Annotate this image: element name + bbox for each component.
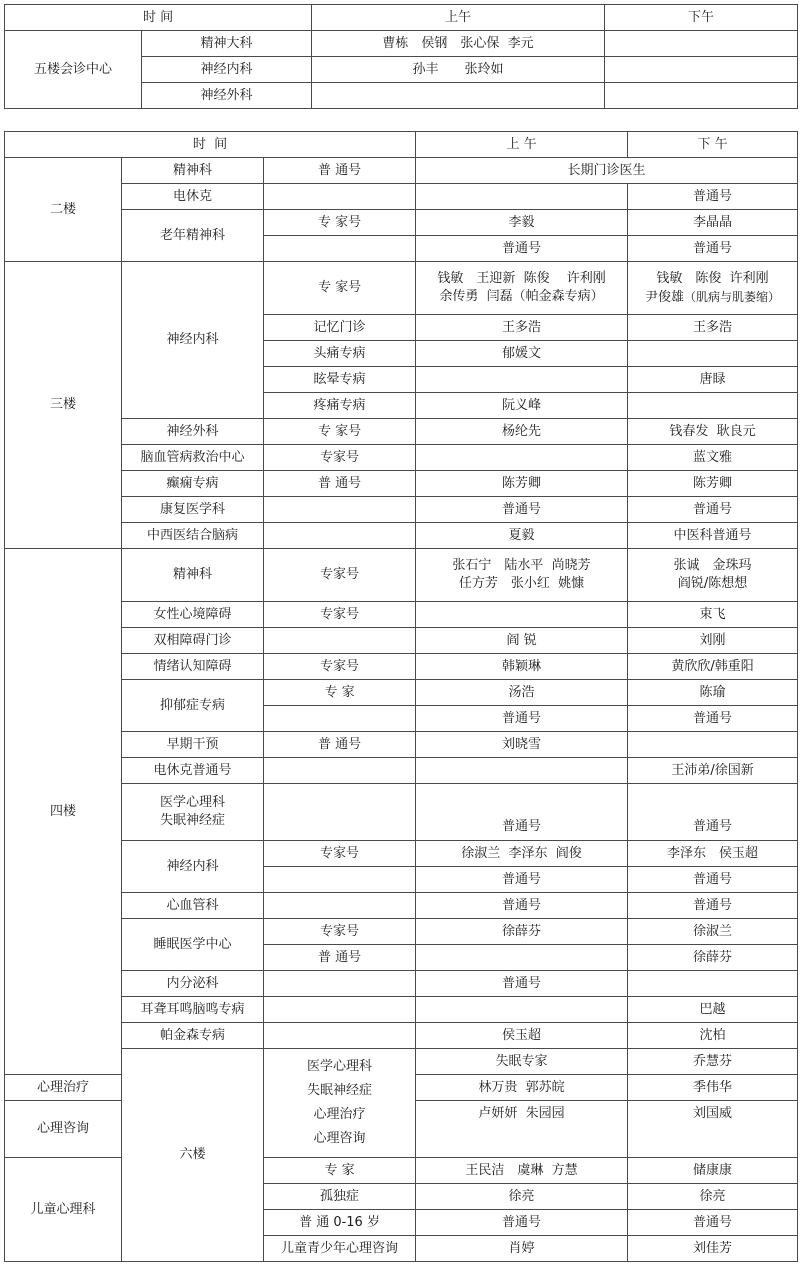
pm-cell: 普通号 (628, 867, 798, 893)
type-cell (264, 758, 416, 784)
type-cell (264, 997, 416, 1023)
am-cell: 阎 锐 (416, 628, 628, 654)
type-cell: 专 家 (264, 1158, 416, 1184)
am-cell: 陈芳卿 (416, 471, 628, 497)
clinic-schedule-table (4, 131, 798, 1262)
table-row (5, 31, 798, 57)
type-cell (264, 236, 416, 262)
pm-cell: 李泽东 侯玉超 (628, 841, 798, 867)
pm-cell (628, 262, 798, 315)
table-row (5, 1023, 798, 1049)
am-cell: 普通号 (416, 497, 628, 523)
am-cell (416, 262, 628, 315)
type-cell: 专 家号 (264, 262, 416, 315)
pm-cell (628, 732, 798, 758)
pm-line (630, 288, 795, 307)
dept-cell: 抑郁症专病 (122, 680, 264, 732)
pm-cell: 储康康 (628, 1158, 798, 1184)
table-row (5, 784, 798, 841)
header-pm: 下午 (605, 5, 798, 31)
table-row (5, 445, 798, 471)
am-cell (312, 83, 605, 109)
dept-cell: 电休克普通号 (122, 758, 264, 784)
am-cell: 普通号 (416, 706, 628, 732)
header-am: 上午 (312, 5, 605, 31)
table-row (5, 654, 798, 680)
header-am: 上 午 (416, 132, 628, 158)
table-row (5, 971, 798, 997)
type-cell (264, 523, 416, 549)
pm-cell: 钱春发 耿良元 (628, 419, 798, 445)
am-cell: 韩颖琳 (416, 654, 628, 680)
type-cell: 专家号 (264, 841, 416, 867)
am-cell: 汤浩 (416, 680, 628, 706)
pm-cell: 普通号 (628, 784, 798, 841)
dept-cell: 神经内科 (142, 57, 312, 83)
dept-cell: 康复医学科 (122, 497, 264, 523)
dept-cell: 双相障碍门诊 (122, 628, 264, 654)
pm-cell: 巴越 (628, 997, 798, 1023)
pm-cell: 黄欣欣/韩重阳 (628, 654, 798, 680)
pm-cell: 陈芳卿 (628, 471, 798, 497)
span-cell: 长期门诊医生 (416, 158, 798, 184)
type-cell: 专家号 (264, 654, 416, 680)
type-cell: 专家号 (264, 549, 416, 602)
am-cell: 王多浩 (416, 315, 628, 341)
header-pm: 下 午 (628, 132, 798, 158)
pm-cell: 普通号 (628, 497, 798, 523)
type-cell: 普 通号 (264, 158, 416, 184)
type-cell (264, 184, 416, 210)
type-cell: 眩晕专病 (264, 367, 416, 393)
table-row (5, 523, 798, 549)
type-cell: 疼痛专病 (264, 393, 416, 419)
am-cell (416, 445, 628, 471)
am-cell: 曹栋 侯钢 张心保 李元 (312, 31, 605, 57)
type-cell: 专 家 (264, 680, 416, 706)
am-cell: 李毅 (416, 210, 628, 236)
pm-cell: 季伟华 (628, 1075, 798, 1101)
am-cell (416, 184, 628, 210)
am-cell: 普通号 (416, 893, 628, 919)
am-cell: 阮义峰 (416, 393, 628, 419)
table-row (5, 1049, 798, 1075)
table-row (5, 893, 798, 919)
table-row (5, 732, 798, 758)
type-cell: 头痛专病 (264, 341, 416, 367)
am-cell: 侯玉超 (416, 1023, 628, 1049)
table-row (5, 497, 798, 523)
specialty-note: （肌病与肌萎缩） (684, 289, 781, 304)
floor-label: 三楼 (5, 262, 122, 549)
dept-cell: 电休克 (122, 184, 264, 210)
pm-cell (605, 83, 798, 109)
pm-cell: 李晶晶 (628, 210, 798, 236)
doctor-name: 尹俊雄 (645, 289, 685, 305)
pm-cell: 刘国威 (628, 1101, 798, 1158)
am-cell: 普通号 (416, 236, 628, 262)
am-cell: 乔慧芬 (628, 1049, 798, 1075)
pm-line: 钱敏 陈俊 许利刚 (656, 270, 769, 286)
am-line: 钱敏 王迎新 陈俊 许利刚 (437, 271, 606, 286)
pm-cell: 徐亮 (628, 1184, 798, 1210)
am-cell: 郁媛文 (416, 341, 628, 367)
pm-cell: 普通号 (628, 893, 798, 919)
dept-cell (122, 784, 264, 841)
pm-cell: 普通号 (628, 706, 798, 732)
pm-cell (628, 393, 798, 419)
type-cell: 专家号 (264, 919, 416, 945)
am-cell: 徐亮 (416, 1184, 628, 1210)
dept-cell: 情绪认知障碍 (122, 654, 264, 680)
am-cell: 徐淑兰 李泽东 阎俊 (416, 841, 628, 867)
pm-cell: 束飞 (628, 602, 798, 628)
type-cell: 专 家号 (264, 419, 416, 445)
type-cell: 心理治疗 (5, 1075, 122, 1101)
table-row (5, 549, 798, 602)
dept-cell: 精神科 (122, 158, 264, 184)
type-cell (264, 784, 416, 841)
dept-cell: 睡眠医学中心 (122, 919, 264, 971)
table-row (5, 471, 798, 497)
type-cell: 专家号 (264, 445, 416, 471)
pm-cell (628, 971, 798, 997)
dept-cell: 中西医结合脑病 (122, 523, 264, 549)
table-row (5, 210, 798, 236)
am-line: 余传勇 闫磊（帕金森专病） (439, 289, 604, 304)
floor-label: 二楼 (5, 158, 122, 262)
am-cell: 徐薛芬 (416, 919, 628, 945)
table-row (5, 158, 798, 184)
am-cell (416, 549, 628, 602)
type-cell (264, 628, 416, 654)
dept-line: 医学心理科 (307, 1059, 373, 1074)
pm-cell (628, 341, 798, 367)
am-cell: 林万贵 郭苏皖 (416, 1075, 628, 1101)
dept-line: 医学心理科 (159, 795, 225, 810)
pm-cell: 中医科普通号 (628, 523, 798, 549)
type-cell: 普 通号 (264, 471, 416, 497)
dept-cell: 脑血管病救治中心 (122, 445, 264, 471)
pm-cell: 徐淑兰 (628, 919, 798, 945)
table-header-row (5, 5, 798, 31)
type-cell: 专 家号 (264, 210, 416, 236)
type-cell: 专家号 (264, 602, 416, 628)
type-cell (264, 867, 416, 893)
am-cell: 普通号 (416, 1210, 628, 1236)
pm-cell: 王沛弟/徐国新 (628, 758, 798, 784)
table-row (5, 184, 798, 210)
am-cell: 普通号 (416, 867, 628, 893)
table-row (5, 758, 798, 784)
table-row (5, 841, 798, 867)
type-cell: 记忆门诊 (264, 315, 416, 341)
type-cell (264, 971, 416, 997)
floor-label: 六楼 (122, 1049, 264, 1262)
table-row (5, 919, 798, 945)
am-line: 任方芳 张小红 姚慷 (458, 576, 585, 591)
pm-cell (605, 57, 798, 83)
pm-cell: 徐薛芬 (628, 945, 798, 971)
am-cell: 孙丰 张玲如 (312, 57, 605, 83)
pm-cell: 王多浩 (628, 315, 798, 341)
pm-cell: 普通号 (628, 236, 798, 262)
am-cell (416, 367, 628, 393)
am-cell (416, 602, 628, 628)
pm-line: 张诚 金珠玛 (673, 558, 752, 573)
dept-cell: 精神大科 (142, 31, 312, 57)
dept-cell: 神经内科 (122, 262, 264, 419)
am-cell: 普通号 (416, 784, 628, 841)
dept-cell: 帕金森专病 (122, 1023, 264, 1049)
type-cell (264, 497, 416, 523)
am-cell: 肖婷 (416, 1236, 628, 1262)
dept-cell: 儿童心理科 (5, 1158, 122, 1262)
dept-cell: 精神科 (122, 549, 264, 602)
type-cell: 心理咨询 (5, 1101, 122, 1158)
am-cell: 王民洁 虞琳 方慧 (416, 1158, 628, 1184)
consult-center-table (4, 4, 798, 109)
dept-line: 失眠神经症 (307, 1083, 373, 1098)
table-row (5, 262, 798, 315)
pm-cell: 普通号 (628, 184, 798, 210)
am-cell (416, 758, 628, 784)
table-row (5, 419, 798, 445)
header-time: 时 间 (5, 132, 416, 158)
pm-line: 阎锐/陈想想 (677, 576, 748, 591)
floor-label: 四楼 (5, 549, 122, 1075)
dept-cell: 女性心境障碍 (122, 602, 264, 628)
dept-cell: 神经外科 (122, 419, 264, 445)
header-time: 时 间 (5, 5, 312, 31)
pm-cell: 蓝文雅 (628, 445, 798, 471)
am-line: 张石宁 陆水平 尚晓芳 (452, 558, 591, 573)
type-cell: 失眠专家 (416, 1049, 628, 1075)
type-cell: 儿童青少年心理咨询 (264, 1236, 416, 1262)
dept-cell (264, 1049, 416, 1158)
am-cell: 普通号 (416, 971, 628, 997)
type-cell (264, 1023, 416, 1049)
dept-line: 失眠神经症 (159, 813, 225, 828)
dept-cell: 老年精神科 (122, 210, 264, 262)
type-cell: 普 通 0-16 岁 (264, 1210, 416, 1236)
am-cell: 夏毅 (416, 523, 628, 549)
am-cell (416, 945, 628, 971)
pm-cell: 沈柏 (628, 1023, 798, 1049)
type-cell: 普 通号 (264, 945, 416, 971)
table-row (5, 628, 798, 654)
type-cell: 孤独症 (264, 1184, 416, 1210)
am-cell (416, 997, 628, 1023)
type-cell (264, 706, 416, 732)
type-cell (264, 893, 416, 919)
am-cell: 卢妍妍 朱园园 (416, 1101, 628, 1158)
pm-cell: 刘刚 (628, 628, 798, 654)
dept-cell: 心血管科 (122, 893, 264, 919)
table-row (5, 602, 798, 628)
dept-cell: 神经外科 (142, 83, 312, 109)
dept-cell: 神经内科 (122, 841, 264, 893)
am-cell: 杨纶先 (416, 419, 628, 445)
pm-cell: 刘佳芳 (628, 1236, 798, 1262)
dept-cell: 早期干预 (122, 732, 264, 758)
pm-cell: 唐睩 (628, 367, 798, 393)
pm-cell (605, 31, 798, 57)
table-row (5, 680, 798, 706)
dept-line: 心理治疗 (313, 1107, 366, 1122)
type-cell: 普 通号 (264, 732, 416, 758)
dept-cell: 内分泌科 (122, 971, 264, 997)
dept-line: 心理咨询 (313, 1131, 366, 1146)
table-row (5, 997, 798, 1023)
dept-cell: 耳聋耳鸣脑鸣专病 (122, 997, 264, 1023)
pm-cell (628, 549, 798, 602)
dept-cell: 癫痫专病 (122, 471, 264, 497)
pm-cell: 普通号 (628, 1210, 798, 1236)
table-header-row (5, 132, 798, 158)
floor-label: 五楼会诊中心 (5, 31, 142, 109)
pm-cell: 陈瑜 (628, 680, 798, 706)
am-cell: 刘晓雪 (416, 732, 628, 758)
